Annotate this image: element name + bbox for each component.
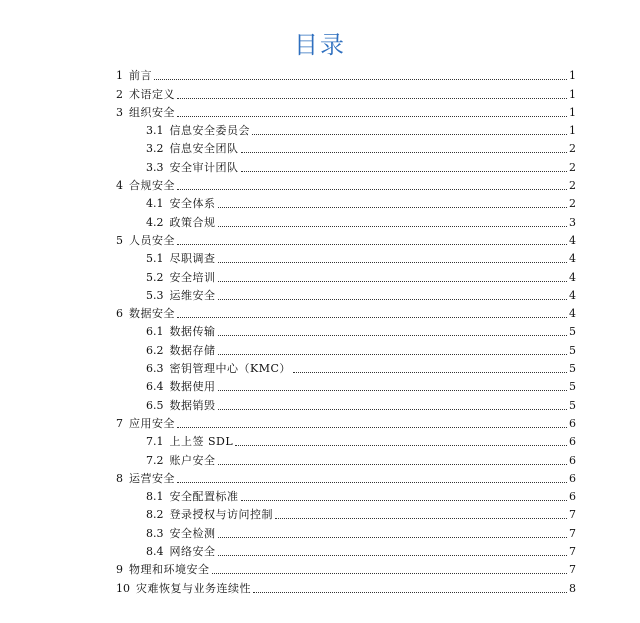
entry-page-number: 7 <box>569 526 576 540</box>
entry-number: 5 <box>116 233 123 247</box>
dot-leader <box>218 334 568 336</box>
entry-number: 6.2 <box>146 343 164 357</box>
dot-leader <box>154 78 567 80</box>
entry-label: 合规安全 <box>129 179 175 193</box>
dot-leader <box>241 499 568 501</box>
entry-label: 人员安全 <box>129 233 175 247</box>
entry-label: 尽职调查 <box>169 252 216 266</box>
entry-number: 3.3 <box>146 160 164 174</box>
dot-leader <box>235 444 567 446</box>
entry-page-number: 5 <box>569 398 576 412</box>
toc-subsection-entry[interactable] <box>116 138 576 156</box>
entry-page-number: 2 <box>569 142 576 156</box>
toc-subsection-entry[interactable] <box>116 156 576 174</box>
entry-page-number: 5 <box>569 362 576 376</box>
entry-page-number: 2 <box>569 197 576 211</box>
entry-number: 4.1 <box>146 197 164 211</box>
entry-number: 2 <box>116 87 123 101</box>
entry-page-number: 6 <box>569 435 576 449</box>
entry-label: 前言 <box>129 69 152 83</box>
entry-page-number: 5 <box>569 380 576 394</box>
entry-number: 5.2 <box>146 270 164 284</box>
entry-page-number: 4 <box>569 288 576 302</box>
entry-number: 6.1 <box>146 325 164 339</box>
entry-number: 9 <box>116 563 123 577</box>
entry-label: 组织安全 <box>129 105 175 119</box>
entry-page-number: 1 <box>569 124 576 138</box>
entry-page-number: 4 <box>569 233 576 247</box>
entry-page-number: 7 <box>569 508 576 522</box>
entry-page-number: 2 <box>569 179 576 193</box>
dot-leader <box>177 243 567 245</box>
entry-number: 8.2 <box>146 508 164 522</box>
entry-label: 信息安全团队 <box>169 142 239 156</box>
entry-label: 政策合规 <box>169 215 216 229</box>
entry-label: 安全检测 <box>169 526 216 540</box>
entry-page-number: 1 <box>569 87 576 101</box>
entry-label: 登录授权与访问控制 <box>169 508 273 522</box>
toc-subsection-entry[interactable] <box>116 266 576 284</box>
entry-number: 4.2 <box>146 215 164 229</box>
entry-label: 网络安全 <box>169 545 216 559</box>
entry-page-number: 3 <box>569 215 576 229</box>
entry-number: 8.4 <box>146 545 164 559</box>
entry-label: 安全体系 <box>169 197 216 211</box>
toc-subsection-entry[interactable] <box>116 504 576 522</box>
entry-label: 数据销毁 <box>169 398 216 412</box>
entry-page-number: 4 <box>569 270 576 284</box>
entry-number: 7.2 <box>146 453 164 467</box>
toc-list <box>116 65 576 596</box>
dot-leader <box>241 151 568 153</box>
toc-subsection-entry[interactable] <box>116 431 576 449</box>
entry-label: 术语定义 <box>129 87 175 101</box>
toc-section-entry[interactable] <box>116 413 576 431</box>
entry-page-number: 5 <box>569 325 576 339</box>
toc-subsection-entry[interactable] <box>116 541 576 559</box>
dot-leader <box>218 536 568 538</box>
toc-section-entry[interactable] <box>116 577 576 595</box>
dot-leader <box>218 353 568 355</box>
dot-leader <box>275 517 567 519</box>
dot-leader <box>218 463 568 465</box>
toc-subsection-entry[interactable] <box>116 358 576 376</box>
entry-page-number: 6 <box>569 471 576 485</box>
dot-leader <box>218 280 568 282</box>
dot-leader <box>177 188 567 190</box>
toc-subsection-entry[interactable] <box>116 339 576 357</box>
entry-page-number: 1 <box>569 69 576 83</box>
dot-leader <box>252 133 567 135</box>
entry-number: 8.3 <box>146 526 164 540</box>
dot-leader <box>177 316 567 318</box>
entry-label: 安全配置标准 <box>169 490 239 504</box>
entry-label: 数据传输 <box>169 325 216 339</box>
entry-page-number: 2 <box>569 160 576 174</box>
toc-subsection-entry[interactable] <box>116 120 576 138</box>
dot-leader <box>293 371 567 373</box>
toc-subsection-entry[interactable] <box>116 522 576 540</box>
dot-leader <box>218 298 568 300</box>
dot-leader <box>218 389 568 391</box>
entry-number: 3.1 <box>146 124 164 138</box>
toc-section-entry[interactable] <box>116 83 576 101</box>
entry-label: 应用安全 <box>129 416 175 430</box>
entry-number: 6.3 <box>146 362 164 376</box>
entry-page-number: 6 <box>569 490 576 504</box>
entry-label: 信息安全委员会 <box>169 124 250 138</box>
toc-section-entry[interactable] <box>116 303 576 321</box>
dot-leader <box>218 206 568 208</box>
dot-leader <box>253 591 567 593</box>
dot-leader <box>212 572 568 574</box>
dot-leader <box>177 481 567 483</box>
entry-label: 物理和环境安全 <box>129 563 210 577</box>
entry-label: 数据使用 <box>169 380 216 394</box>
entry-number: 6.5 <box>146 398 164 412</box>
toc-subsection-entry[interactable] <box>116 376 576 394</box>
toc-subsection-entry[interactable] <box>116 248 576 266</box>
dot-leader <box>177 115 567 117</box>
entry-page-number: 7 <box>569 545 576 559</box>
entry-label: 运维安全 <box>169 288 216 302</box>
entry-number: 3.2 <box>146 142 164 156</box>
dot-leader <box>218 261 568 263</box>
dot-leader <box>218 225 568 227</box>
entry-page-number: 6 <box>569 416 576 430</box>
entry-number: 5.1 <box>146 252 164 266</box>
entry-page-number: 8 <box>569 581 576 595</box>
entry-number: 7 <box>116 416 123 430</box>
toc-subsection-entry[interactable] <box>116 394 576 412</box>
dot-leader <box>241 170 568 172</box>
toc-title: 目录 <box>294 31 346 59</box>
entry-page-number: 1 <box>569 105 576 119</box>
dot-leader <box>218 554 568 556</box>
entry-number: 8 <box>116 471 123 485</box>
entry-number: 1 <box>116 69 123 83</box>
entry-number: 3 <box>116 105 123 119</box>
toc-section-entry[interactable] <box>116 230 576 248</box>
entry-label: 上上签 SDL <box>169 435 234 449</box>
dot-leader <box>218 408 568 410</box>
toc-section-entry[interactable] <box>116 175 576 193</box>
entry-page-number: 4 <box>569 252 576 266</box>
entry-label: 账户安全 <box>169 453 216 467</box>
entry-label: 数据存储 <box>169 343 216 357</box>
entry-label: 安全审计团队 <box>169 160 239 174</box>
toc-section-entry[interactable] <box>116 559 576 577</box>
toc-subsection-entry[interactable] <box>116 449 576 467</box>
entry-page-number: 4 <box>569 307 576 321</box>
toc-section-entry[interactable] <box>116 468 576 486</box>
entry-number: 10 <box>116 581 130 595</box>
entry-number: 4 <box>116 179 123 193</box>
toc-subsection-entry[interactable] <box>116 211 576 229</box>
toc-subsection-entry[interactable] <box>116 321 576 339</box>
entry-page-number: 5 <box>569 343 576 357</box>
entry-page-number: 6 <box>569 453 576 467</box>
entry-number: 6 <box>116 307 123 321</box>
toc-section-entry[interactable] <box>116 102 576 120</box>
entry-label: 密钥管理中心（KMC） <box>169 362 291 376</box>
toc-subsection-entry[interactable] <box>116 285 576 303</box>
entry-number: 7.1 <box>146 435 164 449</box>
entry-number: 5.3 <box>146 288 164 302</box>
dot-leader <box>177 97 567 99</box>
entry-label: 数据安全 <box>129 307 175 321</box>
entry-number: 8.1 <box>146 490 164 504</box>
entry-label: 安全培训 <box>169 270 216 284</box>
toc-section-entry[interactable] <box>116 65 576 83</box>
toc-subsection-entry[interactable] <box>116 486 576 504</box>
entry-label: 灾难恢复与业务连续性 <box>136 581 251 595</box>
entry-number: 6.4 <box>146 380 164 394</box>
dot-leader <box>177 426 567 428</box>
entry-label: 运营安全 <box>129 471 175 485</box>
entry-page-number: 7 <box>569 563 576 577</box>
toc-subsection-entry[interactable] <box>116 193 576 211</box>
